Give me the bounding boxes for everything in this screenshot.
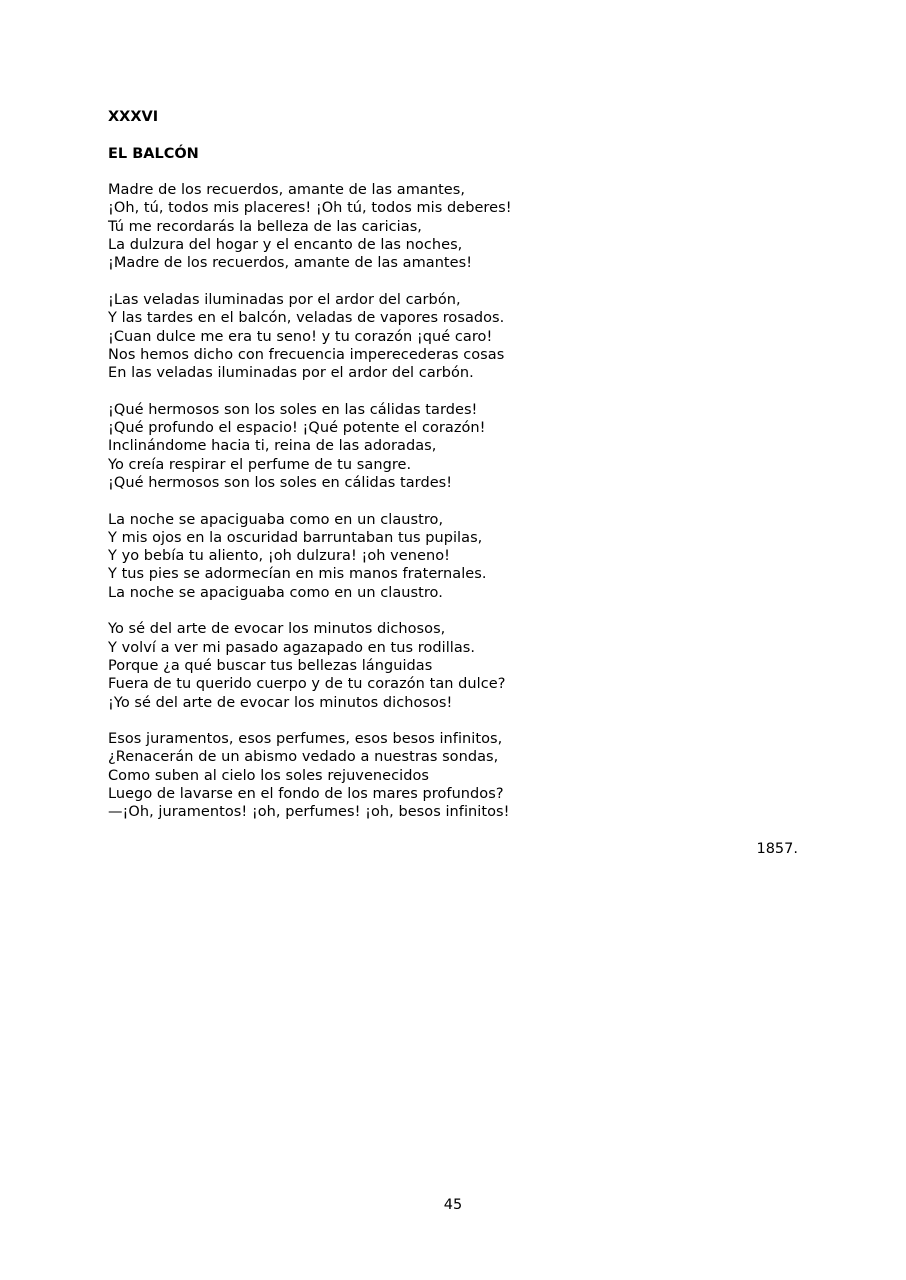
verse-line: Yo sé del arte de evocar los minutos dichosos,: [108, 621, 446, 638]
verse-line: Como suben al cielo los soles rejuvenecidos: [108, 767, 430, 784]
verse-line: Y volví a ver mi pasado agazapado en tus rodillas.: [108, 639, 476, 656]
verse-line: ¡Cuan dulce me era tu seno! y tu corazón ¡qué caro!: [108, 328, 493, 345]
verse-line: Luego de lavarse en el fondo de los mares profundos?: [108, 785, 504, 802]
poem-title: EL BALCÓN: [108, 145, 199, 162]
verse-line: La dulzura del hogar y el encanto de las noches,: [108, 237, 463, 254]
page-number: 45: [443, 1197, 463, 1213]
verse-line: ¡Qué hermosos son los soles en cálidas tardes!: [108, 474, 453, 491]
verse-line: Nos hemos dicho con frecuencia imperecederas cosas: [108, 346, 505, 363]
verse-line: Y mis ojos en la oscuridad barruntaban tus pupilas,: [108, 529, 483, 546]
verse-line: ¡Madre de los recuerdos, amante de las amantes!: [108, 255, 473, 272]
verse-line: Y las tardes en el balcón, veladas de vapores rosados.: [108, 310, 505, 327]
verse-line: Yo creía respirar el perfume de tu sangre.: [108, 456, 412, 473]
verse-line: ¡Qué profundo el espacio! ¡Qué potente el corazón!: [108, 420, 486, 437]
verse-line: Y tus pies se adormecían en mis manos fraternales.: [108, 566, 487, 583]
stanza-3: [108, 401, 798, 492]
verse-line: Madre de los recuerdos, amante de las amantes,: [108, 182, 466, 199]
stanza-6: [108, 730, 798, 821]
verse-line: ¿Renacerán de un abismo vedado a nuestras sondas,: [108, 749, 499, 766]
verse-line: ¡Qué hermosos son los soles en las cálidas tardes!: [108, 401, 478, 418]
verse-line: Tú me recordarás la belleza de las caricias,: [108, 218, 422, 235]
verse-line: En las veladas iluminadas por el ardor del carbón.: [108, 365, 474, 382]
verse-line: ¡Las veladas iluminadas por el ardor del carbón,: [108, 291, 461, 308]
verse-line: Esos juramentos, esos perfumes, esos besos infinitos,: [108, 731, 503, 748]
stanza-5: [108, 620, 798, 711]
verse-line: La noche se apaciguaba como en un claustro.: [108, 584, 443, 601]
poem-date: 1857.: [756, 840, 798, 857]
verse-line: Porque ¿a qué buscar tus bellezas lánguidas: [108, 657, 433, 674]
verse-line: Y yo bebía tu aliento, ¡oh dulzura! ¡oh veneno!: [108, 548, 450, 565]
section-number: XXXVI: [108, 109, 159, 125]
poem-content: [108, 108, 798, 858]
verse-line: La noche se apaciguaba como en un claustro,: [108, 511, 444, 528]
poem-body: [108, 181, 798, 821]
stanza-1: [108, 181, 798, 272]
verse-line: Inclinándome hacia ti, reina de las adoradas,: [108, 438, 437, 455]
verse-line: ¡Yo sé del arte de evocar los minutos dichosos!: [108, 694, 453, 711]
verse-line: Fuera de tu querido cuerpo y de tu corazón tan dulce?: [108, 676, 506, 693]
verse-line: ¡Oh, tú, todos mis placeres! ¡Oh tú, todos mis deberes!: [108, 200, 512, 217]
stanza-4: [108, 511, 798, 602]
stanza-2: [108, 291, 798, 382]
verse-line: —¡Oh, juramentos! ¡oh, perfumes! ¡oh, besos infinitos!: [108, 804, 510, 821]
